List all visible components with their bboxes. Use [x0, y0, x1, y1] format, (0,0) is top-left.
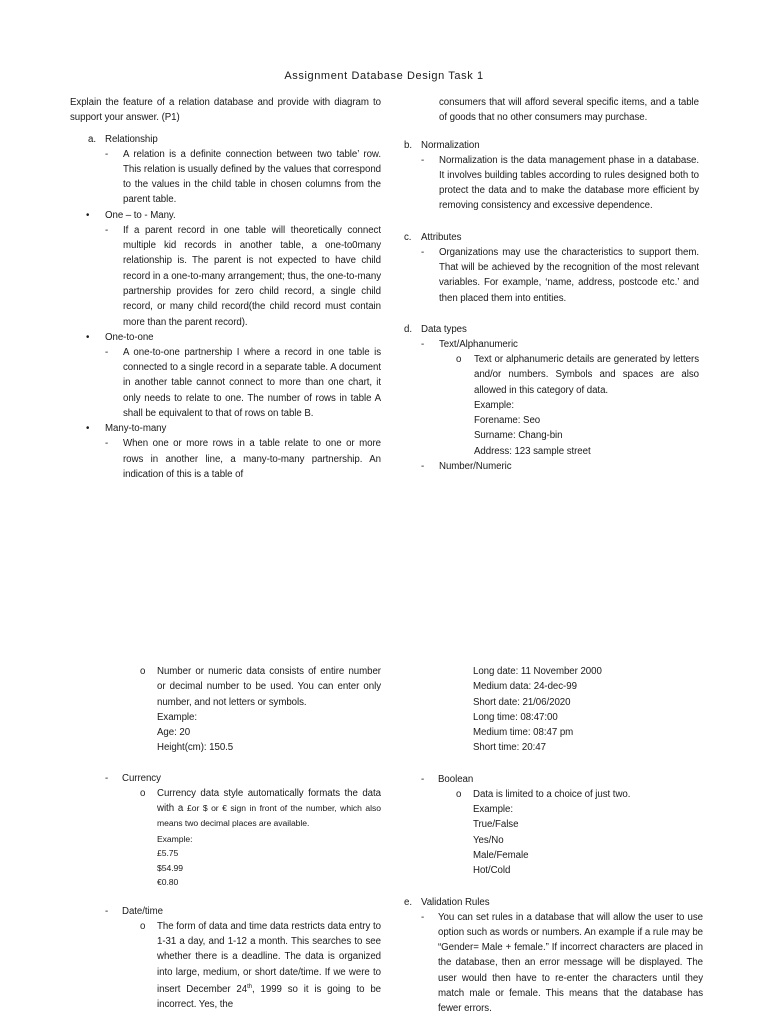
example-dollar: $54.99 [157, 862, 183, 873]
example-age: Age: 20 [157, 727, 191, 739]
section-heading: One – to - Many. [105, 209, 176, 221]
right-column [404, 664, 703, 1017]
boolean-detail [421, 787, 703, 879]
example-medium-time: Medium time: 08:47 pm [473, 727, 574, 739]
example-male-female: Male/Female [473, 849, 529, 861]
example-label: Example: [157, 833, 193, 844]
subsection-heading: Currency [122, 772, 161, 784]
example-medium-date: Medium data: 24-dec-99 [473, 681, 577, 693]
list-marker: d. [404, 323, 412, 335]
subsection-heading: Text/Alphanumeric [439, 338, 518, 350]
text-alphanumeric-text: Text or alphanumeric details are generated by letters and/or numbers. Symbols and spaces are also allowed in this category of data. [474, 353, 699, 396]
subsection-heading: Date/time [122, 905, 164, 917]
subsection-heading: Boolean [438, 773, 474, 785]
dash-marker: - [105, 772, 109, 784]
dash-marker: - [421, 246, 425, 258]
currency-detail [105, 786, 381, 890]
boolean-text: Data is limited to a choice of just two. [473, 788, 631, 800]
datetime-detail [105, 919, 381, 1013]
section-one-to-many [70, 208, 381, 223]
text-alphanumeric-detail [404, 352, 699, 459]
example-short-time: Short time: 20:47 [473, 742, 546, 754]
relationship-item [70, 147, 381, 208]
datetime-text [157, 919, 381, 1013]
dash-marker: - [105, 438, 109, 450]
section-heading: Normalization [421, 139, 480, 151]
section-heading: Validation Rules [421, 896, 490, 908]
dash-marker: - [421, 911, 425, 923]
attributes-item [404, 245, 699, 306]
relationship-text: A relation is a definite connection between two table’ row. This relation is usually defined by the values that correspond to the values in the child table in chosen columns from the parent table. [123, 148, 381, 206]
section-many-to-many [70, 421, 381, 436]
page-title: Assignment Database Design Task 1 [284, 70, 484, 82]
left-column [70, 95, 381, 482]
bullet-marker: • [86, 423, 90, 435]
example-hot-cold: Hot/Cold [473, 865, 511, 877]
circle-marker: o [456, 788, 462, 800]
currency-text-small: £or $ or € sign in front of the number, which also means two decimal places are available. [157, 803, 381, 829]
boolean-item [421, 772, 703, 787]
subsection-heading: Number/Numeric [439, 461, 512, 473]
dash-marker: - [421, 154, 425, 166]
dash-marker: - [105, 224, 109, 236]
bullet-marker: • [86, 331, 90, 343]
numeric-text: Number or numeric data consists of entire number or decimal number to be used. You can enter only number, and not letters or symbols. [157, 666, 381, 708]
dash-marker: - [421, 338, 425, 350]
section-relationship [70, 132, 381, 147]
example-label: Example: [473, 804, 513, 816]
number-numeric-item [404, 459, 699, 474]
one-to-many-item [70, 223, 381, 330]
section-heading: Data types [421, 323, 467, 335]
left-column [105, 664, 381, 1013]
section-normalization [404, 138, 699, 153]
many-to-many-continuation [404, 95, 699, 126]
section-heading: One-to-one [105, 331, 154, 343]
text-alphanumeric-item [404, 337, 699, 352]
document-page-2 [0, 622, 768, 1024]
numeric-detail [105, 664, 381, 756]
bullet-marker: • [86, 209, 90, 221]
circle-marker: o [140, 787, 146, 799]
section-data-types [404, 322, 699, 337]
currency-text-start: Currency data style automatically formats the data with a [157, 787, 381, 815]
circle-marker: o [140, 666, 146, 677]
example-euro: €0.80 [157, 877, 179, 888]
example-height: Height(cm): 150.5 [157, 742, 234, 754]
list-marker: b. [404, 139, 412, 151]
many-to-many-item [70, 436, 381, 482]
example-true-false: True/False [473, 819, 519, 831]
dash-marker: - [105, 148, 109, 160]
one-to-one-text: A one-to-one partnership I where a record in one table is connected to a single record in a separate table. A document in another table cannot connect to more than one chart, it only needs to relate to one. The number of rows in table A shall be equivalent to that of rows on table B. [123, 346, 381, 420]
section-validation-rules [404, 895, 703, 910]
example-label: Example: [474, 399, 514, 411]
currency-examples [157, 832, 381, 890]
currency-item [105, 771, 381, 786]
dash-marker: - [105, 346, 109, 358]
dash-marker: - [421, 773, 425, 785]
section-heading: Many-to-many [105, 423, 167, 435]
many-to-many-text: When one or more rows in a table relate to one or more rows in another line, a many-to-many partnership. An indication of this is a table of [123, 438, 381, 480]
example-surname: Surname: Chang-bin [474, 430, 563, 442]
example-address: Address: 123 sample street [474, 445, 591, 457]
example-yes-no: Yes/No [473, 834, 504, 846]
example-forename: Forename: Seo [474, 415, 541, 427]
example-long-date: Long date: 11 November 2000 [473, 666, 602, 677]
list-marker: e. [404, 896, 412, 908]
datetime-text-after: , 1999 so it is going to be incorrect. Yes, the [157, 984, 381, 1011]
circle-marker: o [456, 353, 462, 365]
one-to-many-text: If a parent record in one table will theoretically connect multiple kid records in another table, a one-to0many relationship is. The parent is not expected to have child record in a one-to-many arrangement; thus, the one-to-many partnership provides for zero child record, a single child record, or many child record(the child record must contain more than the parent record). [123, 224, 381, 328]
normalization-text: Normalization is the data management phase in a database. It involves building tables according to rules designed both to protect the data and to make the database more efficient by removing consistency and excessive dependence. [439, 154, 699, 212]
circle-marker: o [140, 920, 146, 932]
currency-text [157, 786, 381, 832]
section-one-to-one [70, 330, 381, 345]
example-short-date: Short date: 21/06/2020 [473, 696, 571, 708]
continuation-text: consumers that will afford several specific items, and a table of goods that no other consumers may purchase. [439, 97, 699, 124]
intro-question: Explain the feature of a relation database and provide with diagram to support your answer. (P1) [70, 97, 381, 124]
datetime-sup: th [247, 983, 253, 990]
example-label: Example: [157, 711, 197, 723]
example-long-time: Long time: 08:47:00 [473, 711, 558, 723]
validation-item [421, 910, 703, 1017]
right-column [404, 95, 699, 474]
datetime-examples [421, 664, 703, 756]
example-pound: £5.75 [157, 848, 179, 859]
datetime-item [105, 904, 381, 919]
section-heading: Attributes [421, 231, 462, 243]
datetime-text-before: The form of data and time data restricts data entry to 1-31 a day, and 1-12 a month. This searches to see whether there is a deadline. The data is organized into large, medium, or short date/time. If we were to insert December 24 [157, 920, 381, 996]
attributes-text: Organizations may use the characteristics to support them. That will be achieved by the recognition of the most relevant variables. For example, ‘name, address, postcode etc.’ and then placed them into entities. [439, 246, 699, 304]
list-marker: c. [404, 231, 412, 243]
section-attributes [404, 230, 699, 245]
validation-text: You can set rules in a database that will allow the user to use option such as words or numbers. An example if a rule may be “Gender= Male + female.” If incorrect characters are placed in the database, then an error message will be displayed. The user would then have to re-enter the characters until they match male or female. This means that the database has fewer errors. [438, 911, 703, 1015]
dash-marker: - [105, 905, 109, 917]
section-heading: Relationship [105, 133, 158, 145]
list-marker: a. [88, 133, 96, 145]
one-to-one-item [70, 345, 381, 421]
dash-marker: - [421, 461, 425, 473]
normalization-item [404, 153, 699, 214]
